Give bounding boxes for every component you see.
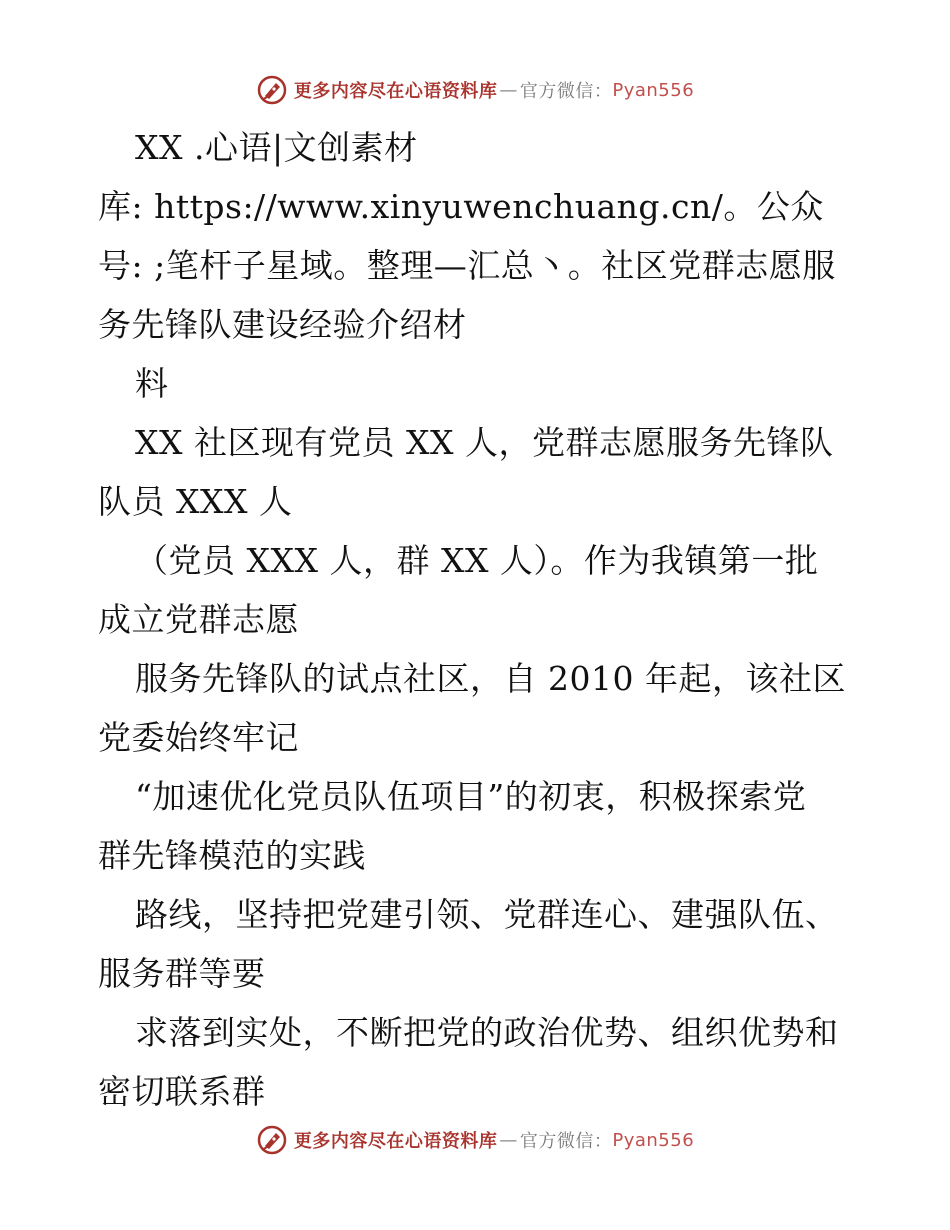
document-body [98,118,858,1121]
text-line: 密切联系群 [98,1072,266,1111]
text-line: 群先锋模范的实践 [98,836,366,875]
text-line: XX .心语|文创素材 [135,128,418,167]
text-line: 成立党群志愿 [98,600,299,639]
footer-wechat-label: 官方微信： [519,1131,613,1152]
text-line: 求落到实处，不断把党的政治优势、组织优势和 [135,1013,839,1052]
text-line: 号: ;笔杆子星域。整理—汇总丶。社区党群志愿服 [98,246,836,285]
pen-nib-logo-icon [256,1124,288,1156]
header-wechat-label: 官方微信： [519,81,613,102]
footer-separator: — [499,1129,518,1151]
text-line: 料 [135,364,169,403]
text-line: 队员 XXX 人 [98,482,293,521]
text-line: XX 社区现有党员 XX 人，党群志愿服务先锋队 [135,423,834,462]
text-line: 务先锋队建设经验介绍材 [98,305,467,344]
header-separator: — [499,79,518,101]
text-line: 路线，坚持把党建引领、党群连心、建强队伍、 [135,895,839,934]
header-banner [0,70,950,110]
footer-wechat-account: Pyan556 [612,1129,695,1151]
header-wechat-account: Pyan556 [612,79,695,101]
text-line: 服务群等要 [98,954,266,993]
text-line: （党员 XXX 人，群 XX 人）。作为我镇第一批 [135,541,819,580]
text-line: 库: https://www.xinyuwenchuang.cn/。公众 [98,187,824,226]
header-slogan: 更多内容尽在心语资料库 [293,81,498,102]
pen-nib-logo-icon [256,74,288,106]
text-line: 党委始终牢记 [98,718,299,757]
text-line: “加速优化党员队伍项目”的初衷，积极探索党 [135,777,807,816]
footer-banner [0,1120,950,1160]
footer-slogan: 更多内容尽在心语资料库 [293,1131,498,1152]
text-line: 服务先锋队的试点社区，自 2010 年起，该社区 [135,659,846,698]
